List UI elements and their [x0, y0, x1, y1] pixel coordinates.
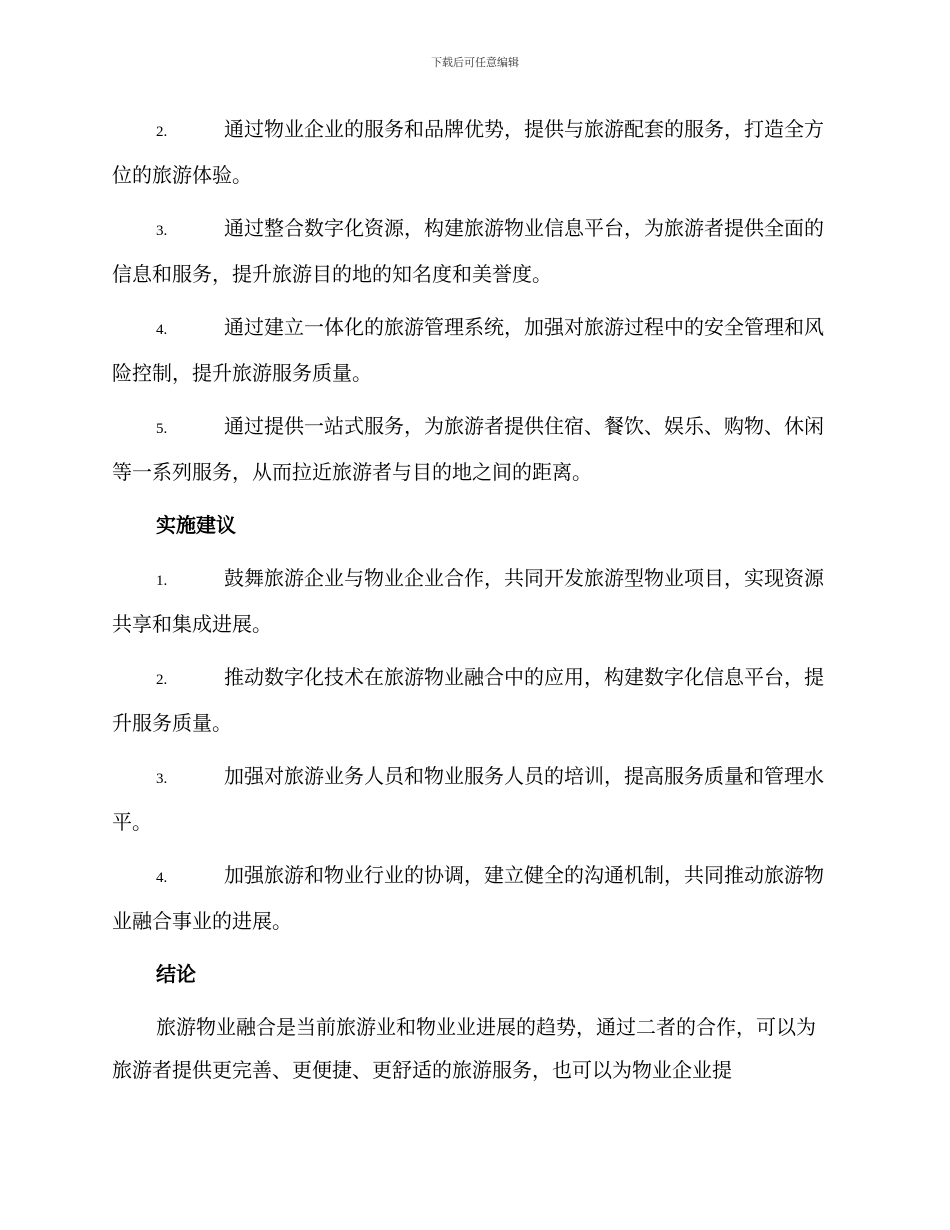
- list-item-number: 4.: [156, 322, 168, 338]
- list-item-text: 通过物业企业的服务和品牌优势，提供与旅游配套的服务，打造全方位的旅游体验。: [112, 117, 824, 187]
- list-item-text: 通过提供一站式服务，为旅游者提供住宿、餐饮、娱乐、购物、休闲等一系列服务，从而拉近旅游者与目的地之间的距离。: [112, 414, 824, 484]
- list-item-number: 4.: [156, 870, 168, 886]
- list-item-text: 通过整合数字化资源，构建旅游物业信息平台，为旅游者提供全面的信息和服务，提升旅游目的地的知名度和美誉度。: [112, 216, 824, 286]
- list-item: [112, 656, 834, 745]
- list-item-text: 通过建立一体化的旅游管理系统，加强对旅游过程中的安全管理和风险控制，提升旅游服务质量。: [112, 315, 824, 385]
- list-item: [112, 108, 834, 197]
- list-item: [112, 306, 834, 395]
- list-item: [112, 405, 834, 494]
- list-item-text: 推动数字化技术在旅游物业融合中的应用，构建数字化信息平台，提升服务质量。: [112, 665, 824, 735]
- list-item-number: 3.: [156, 771, 168, 787]
- list-item-text: 鼓舞旅游企业与物业企业合作，共同开发旅游型物业项目，实现资源共享和集成进展。: [112, 566, 824, 636]
- page-header: 下载后可任意编辑: [431, 56, 519, 69]
- list-item-number: 3.: [156, 223, 168, 239]
- document-body: [112, 108, 834, 1092]
- list-item: [112, 854, 834, 943]
- section-heading-conclusion: 结论: [156, 962, 196, 986]
- list-item-number: 1.: [156, 573, 168, 589]
- section-heading-suggestions: 实施建议: [156, 513, 236, 537]
- list-item: [112, 557, 834, 646]
- list-item: [112, 207, 834, 296]
- list-item-number: 5.: [156, 421, 168, 437]
- list-item-text: 加强对旅游业务人员和物业服务人员的培训，提高服务质量和管理水平。: [112, 764, 824, 834]
- list-item: [112, 755, 834, 844]
- list-item-number: 2.: [156, 124, 168, 140]
- list-item-number: 2.: [156, 672, 168, 688]
- list-item-text: 加强旅游和物业行业的协调，建立健全的沟通机制，共同推动旅游物业融合事业的进展。: [112, 863, 824, 933]
- conclusion-paragraph: 旅游物业融合是当前旅游业和物业业进展的趋势，通过二者的合作，可以为旅游者提供更完善、更便捷、更舒适的旅游服务，也可以为物业企业提: [112, 1015, 816, 1082]
